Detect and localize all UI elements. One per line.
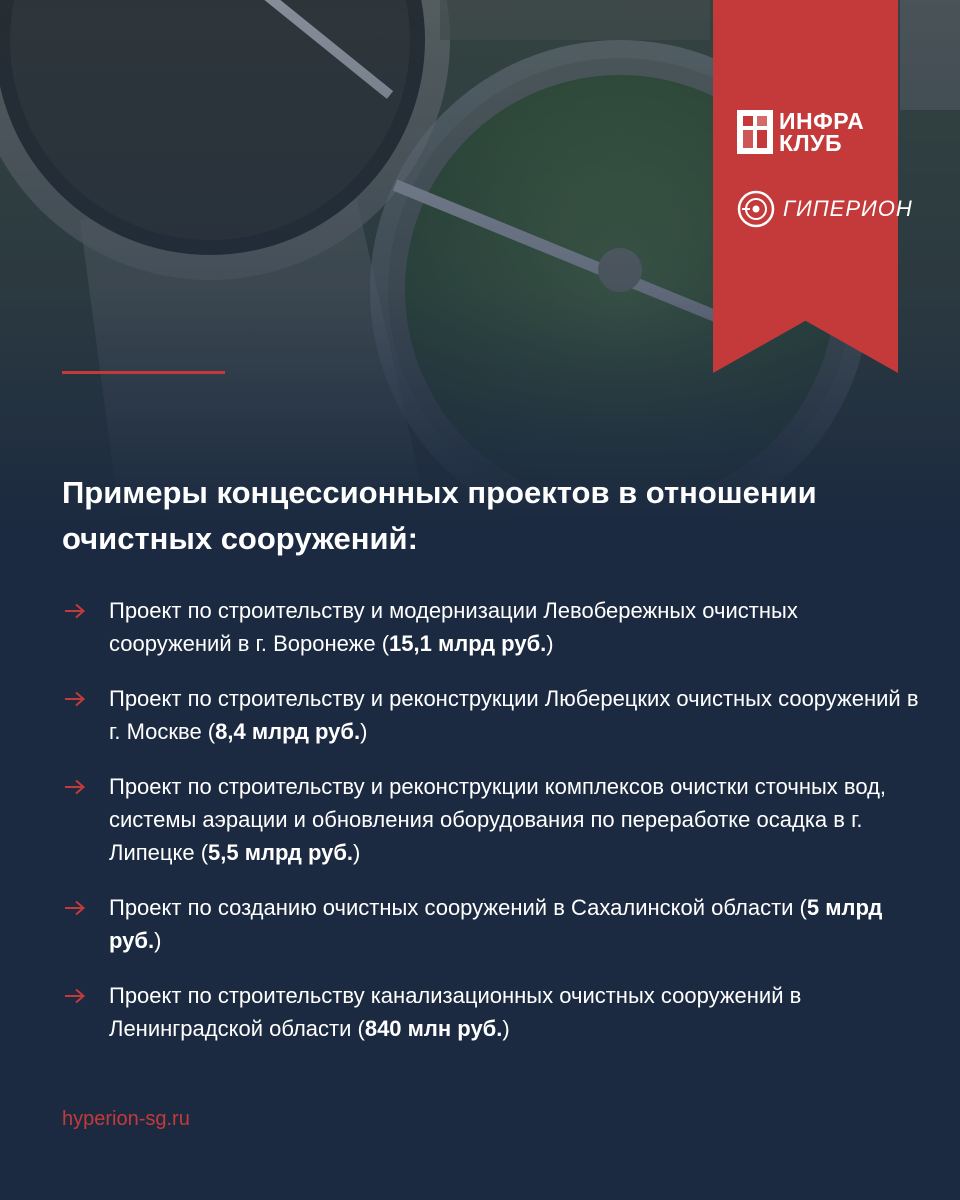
project-amount: 5 млрд руб. <box>109 895 883 953</box>
page-title: Примеры концессионных проектов в отношении очистных сооружений: <box>62 475 817 556</box>
arrow-right-icon <box>64 779 86 795</box>
project-amount: 15,1 млрд руб. <box>389 631 547 656</box>
project-text-end: ) <box>546 631 554 656</box>
infra-club-line2: КЛУБ <box>779 130 843 156</box>
project-amount: 8,4 млрд руб. <box>215 719 361 744</box>
project-text-end: ) <box>353 840 361 865</box>
list-item <box>62 594 922 660</box>
project-text: Проект по созданию очистных сооружений в Сахалинской области ( <box>109 895 807 920</box>
infra-club-logo-icon <box>737 110 773 154</box>
hyperion-logo <box>737 190 913 228</box>
project-text: Проект по строительству канализационных очистных сооружений в Ленинградской области ( <box>109 983 802 1041</box>
project-amount: 840 млн руб. <box>364 1016 503 1041</box>
hyperion-wordmark: ГИПЕРИОН <box>783 196 913 221</box>
project-text-end: ) <box>360 719 368 744</box>
list-item <box>62 770 922 869</box>
project-amount: 5,5 млрд руб. <box>208 840 354 865</box>
accent-divider <box>62 371 225 374</box>
hyperion-logo-icon <box>737 190 775 228</box>
projects-list <box>62 594 922 1067</box>
list-item <box>62 891 922 957</box>
arrow-right-icon <box>64 603 86 619</box>
arrow-right-icon <box>64 900 86 916</box>
brand-ribbon <box>713 0 898 373</box>
project-text: Проект по строительству и модернизации Левобережных очистных сооружений в г. Воронеже ( <box>109 598 798 656</box>
project-text-end: ) <box>502 1016 510 1041</box>
infra-club-logo <box>737 110 864 154</box>
list-item <box>62 979 922 1045</box>
project-text: Проект по строительству и реконструкции комплексов очистки сточных вод, системы аэрации и обновления оборудования по переработке осадка в г. Липецке ( <box>109 774 887 865</box>
project-text: Проект по строительству и реконструкции Люберецких очистных сооружений в г. Москве ( <box>109 686 919 744</box>
footer-link[interactable]: hyperion-sg.ru <box>62 1108 190 1130</box>
list-item <box>62 682 922 748</box>
infra-club-line1: ИНФРА <box>779 108 865 134</box>
arrow-right-icon <box>64 691 86 707</box>
project-text-end: ) <box>154 928 162 953</box>
arrow-right-icon <box>64 988 86 1004</box>
